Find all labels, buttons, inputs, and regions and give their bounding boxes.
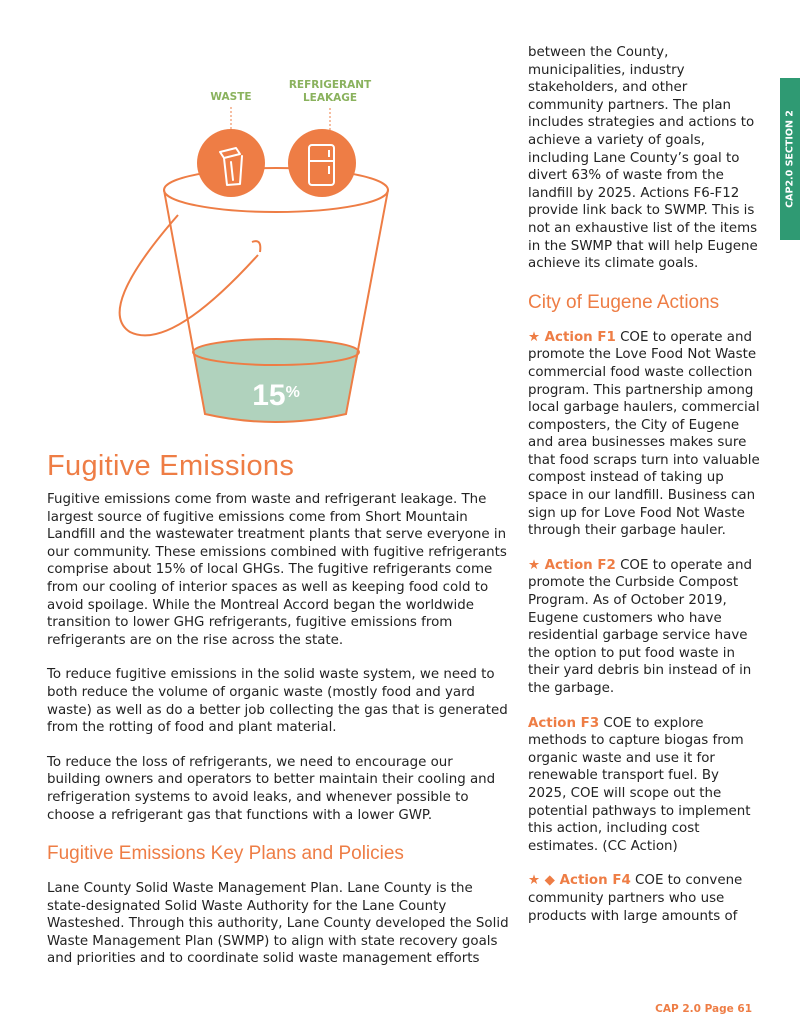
paragraph-intro: Fugitive emissions come from waste and refrigerant leakage. The largest source of fugitive emissions come from Short Mountain Landfill and the wastewater treatment plants that serve everyone in our community. These emissions combined with fugitive refrigerants comprise about 15% of local GHGs. The fugitive refrigerants come from our cooling of interior spaces as well as keeping food cold to avoid spoilage. While the Montreal Accord began the worldwide transition to lower GHG refrigerants, fugitive emissions from refrigerants are on the rise across the state. bbox=[47, 492, 507, 648]
action-f1-text: COE to operate and promote the Love Food Not Waste commercial food waste collection program. This partnership among local garbage haulers, commercial composters, the City of Eugene and area businesses makes sure that food scraps turn into valuable compost instead of taking up space in our landfill. Business can sign up for Love Food Not Waste through their garbage hauler. bbox=[528, 329, 760, 539]
waste-label: WASTE bbox=[210, 91, 252, 103]
refrigerant-label-line1: REFRIGERANT bbox=[288, 79, 372, 91]
refrigerant-circle bbox=[288, 129, 356, 197]
page-number: CAP 2.0 Page 61 bbox=[655, 1003, 752, 1015]
actions-heading: City of Eugene Actions bbox=[528, 291, 720, 313]
left-column bbox=[47, 450, 509, 968]
action-f3-text: COE to explore methods to capture biogas from organic waste and use it for renewable transport fuel. By 2025, COE will scope out the potential pathways to implement this action, including cost estimates. (CC Action) bbox=[528, 715, 751, 854]
plans-subheading: Fugitive Emissions Key Plans and Policies bbox=[47, 843, 404, 865]
action-f2 bbox=[528, 557, 760, 698]
bucket-icon bbox=[110, 70, 480, 430]
action-f3 bbox=[528, 715, 760, 856]
paragraph-swmp-continued: between the County, municipalities, industry stakeholders, and other community partners. The plan includes strategies and actions to achieve a variety of goals, including Lane County’s goal to divert 63% of waste from the landfill by 2025. Actions F6-F12 provide link back to SWMP. This is not an exhaustive list of the items in the SWMP that will help Eugene achieve its climate goals. bbox=[528, 45, 758, 272]
bucket-illustration bbox=[110, 70, 480, 430]
action-f4-title: Action F4 bbox=[559, 873, 631, 889]
star-icon: ★ bbox=[528, 557, 545, 573]
percent-value: 15% bbox=[252, 379, 300, 412]
star-icon: ★ bbox=[528, 329, 545, 345]
action-f1-title: Action F1 bbox=[544, 329, 616, 345]
section-tab bbox=[780, 78, 800, 240]
action-f2-title: Action F2 bbox=[544, 557, 616, 573]
paragraph-swmp: Lane County Solid Waste Management Plan. Lane County is the state-designated Solid Waste Authority for the Lane County Wasteshed. Through this authority, Lane County developed the Solid Waste Management Plan (SWMP) to align with state recovery goals and priorities and to coordinate solid waste management efforts bbox=[47, 881, 509, 967]
star-diamond-icon: ★ ◆ bbox=[528, 873, 560, 889]
section-tab-label: CAP2.0 SECTION 2 bbox=[784, 110, 796, 208]
section-heading: Fugitive Emissions bbox=[47, 450, 295, 482]
paragraph-solid-waste: To reduce fugitive emissions in the solid waste system, we need to both reduce the volume of organic waste (mostly food and yard waste) as well as do a better job collecting the gas that is generated from the rotting of food and plant material. bbox=[47, 667, 508, 736]
right-column bbox=[528, 44, 760, 925]
refrigerant-label-line2: LEAKAGE bbox=[302, 92, 358, 104]
action-f1 bbox=[528, 329, 760, 540]
action-f2-text: COE to operate and promote the Curbside Compost Program. As of October 2019, Eugene customers who have residential garbage service have the option to put food waste in their yard debris bin instead of in the garbage. bbox=[528, 557, 752, 696]
action-f4 bbox=[528, 872, 760, 925]
action-f4-text: COE to convene community partners who use products with large amounts of bbox=[528, 873, 743, 924]
action-f3-title: Action F3 bbox=[528, 715, 600, 731]
paragraph-refrigerants: To reduce the loss of refrigerants, we need to encourage our building owners and operators to better maintain their cooling and refrigeration systems to avoid leaks, and whenever possible to choose a refrigerant gas that functions with a lower GWP. bbox=[47, 754, 496, 823]
